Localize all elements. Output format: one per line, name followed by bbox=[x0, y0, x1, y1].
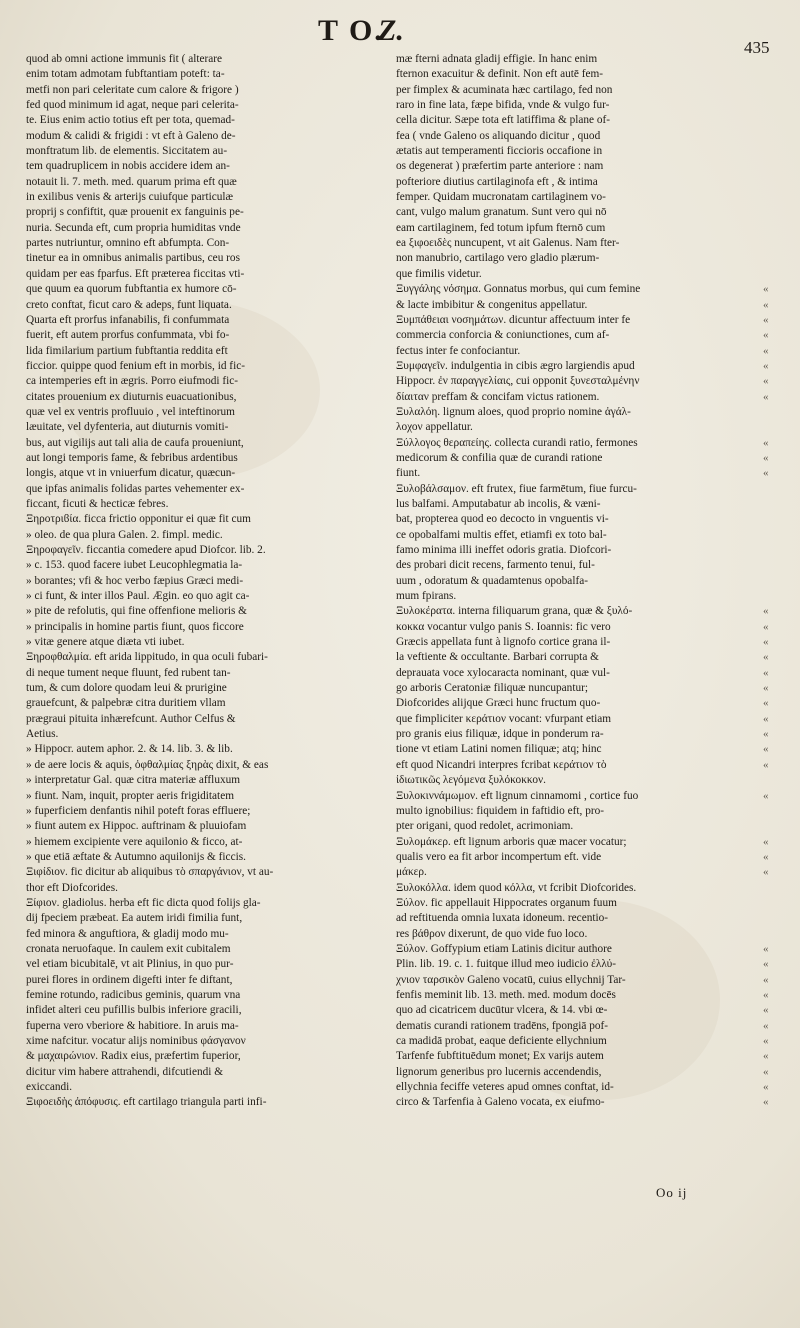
gutter-quote-mark: « bbox=[763, 1004, 769, 1017]
text-line: bus, aut vigilijs aut tali alia de caufa proueniunt, bbox=[26, 436, 244, 449]
text-line: » borantes; vfi & hoc verbo fæpius Græci medi- bbox=[26, 574, 244, 587]
text-line: dij fpeciem præbeat. Ea autem iridi fimilia funt, bbox=[26, 912, 243, 925]
gutter-quote-mark bbox=[763, 144, 779, 159]
gutter-quote-mark bbox=[763, 927, 779, 942]
gutter-quote-mark bbox=[763, 543, 779, 558]
gutter-quote-mark bbox=[763, 512, 779, 527]
gutter-quote-mark: « bbox=[763, 1065, 769, 1078]
text-line: que quum ea quorum fubftantia ex humore cō- bbox=[26, 283, 237, 296]
text-line: mum fpirans. bbox=[396, 590, 457, 603]
gutter-quote-mark: « bbox=[763, 283, 769, 296]
text-line: lida fimilarium partium fubftantia reddita eft bbox=[26, 344, 228, 357]
text-line: fed quod minimum id agat, neque pari celerita- bbox=[26, 99, 239, 112]
text-line: » fiunt. Nam, inquit, propter aeris frigiditatem bbox=[26, 789, 234, 802]
text-line: fuerit, eft autem prorfus confummata, vbi fo- bbox=[26, 329, 230, 342]
text-line: δίαιταν preffam & concifam victus rationem. bbox=[396, 390, 600, 403]
gutter-quote-mark: « bbox=[763, 329, 769, 342]
text-line: Ξυλαλόη. lignum aloes, quod proprio nomine ἀγάλ- bbox=[396, 405, 631, 418]
gutter-quote-mark bbox=[763, 159, 779, 174]
text-line: » interpretatur Gal. quæ citra materiæ affluxum bbox=[26, 774, 241, 787]
gutter-quote-mark bbox=[763, 911, 779, 926]
text-line: te. Eius enim actio totius eft per tota, quemad- bbox=[26, 114, 235, 127]
text-line: cant, vulgo malum granatum. Sunt vero qui nō bbox=[396, 206, 607, 219]
text-line: Ξυλομάκερ. eft lignum arboris quæ macer vocatur; bbox=[396, 835, 627, 848]
text-line: κοκκα vocantur vulgo panis S. Ioannis: fic vero bbox=[396, 620, 611, 633]
text-line: » oleo. de qua plura Galen. 2. fimpl. medic. bbox=[26, 528, 223, 541]
gutter-quote-mark: « bbox=[763, 467, 769, 480]
gutter-quote-mark: « bbox=[763, 620, 769, 633]
gutter-quote-mark bbox=[763, 236, 779, 251]
gutter-quote-mark bbox=[763, 773, 779, 788]
text-line: » principalis in homine partis fiunt, quos ficcore bbox=[26, 620, 244, 633]
text-line: ἰδιωτικῶς λεγόμενα ξυλόκοκκον. bbox=[396, 774, 546, 787]
text-line: Tarfenfe fubftituēdum monet; Ex varijs autem bbox=[396, 1050, 604, 1063]
text-line: quidam per eas fparfus. Eft præterea ficcitas vti- bbox=[26, 267, 245, 280]
gutter-quote-mark bbox=[763, 67, 779, 82]
text-line: xime nafcitur. vocatur alijs nominibus φάσγανον bbox=[26, 1035, 246, 1047]
text-line: Ξυγγάλης νόσημα. Gonnatus morbus, qui cum femine bbox=[396, 283, 641, 296]
text-line: ficcant, ficuti & hecticæ febres. bbox=[26, 497, 169, 510]
page-header bbox=[0, 12, 800, 57]
text-line: Ξηροφθαλμία. eft arida lippitudo, in qua oculi fubari- bbox=[26, 651, 268, 664]
gutter-quote-mark bbox=[763, 98, 779, 113]
gutter-quote-mark: « bbox=[763, 344, 769, 357]
text-line: ca intemperies eft in ægris. Porro eiufmodi fic- bbox=[26, 375, 239, 388]
text-line: exiccandi. bbox=[26, 1081, 73, 1094]
gutter-quote-mark: « bbox=[763, 1081, 769, 1094]
gutter-quote-mark: « bbox=[763, 743, 769, 756]
gutter-quote-mark bbox=[763, 267, 779, 282]
text-line: lignorum generibus pro lucernis accendendis, bbox=[396, 1065, 602, 1078]
text-line: aut longi temporis fame, & febribus ardentibus bbox=[26, 451, 238, 464]
text-line: quod ab omni actione immunis fit ( alterare bbox=[26, 53, 223, 65]
text-line: purei flores in ordinem digefti inter fe diftant, bbox=[26, 973, 233, 986]
text-line: nuria. Secunda eft, cum propria humiditas vnde bbox=[26, 221, 241, 234]
text-line: res βάθρον dixerunt, de quo vide fuo loco. bbox=[396, 927, 588, 940]
running-head: T O. bbox=[318, 14, 384, 47]
text-line: femine rotundo, radicibus geminis, quarum vna bbox=[26, 988, 241, 1001]
gutter-quote-mark bbox=[763, 129, 779, 144]
text-line: læuitate, vel dyfenteria, aut diuturnis vomiti- bbox=[26, 421, 229, 434]
text-line: Plin. lib. 19. c. 1. fuitque illud meo iudicio ἐλλύ- bbox=[396, 958, 617, 971]
text-line: notauit li. 7. meth. med. quarum prima eft quæ bbox=[26, 175, 237, 188]
gutter-quote-mark: « bbox=[763, 942, 769, 955]
text-line: pter origani, quod redolet, acrimoniam. bbox=[396, 820, 574, 833]
text-line: fenfis meminit lib. 13. meth. med. modum docēs bbox=[396, 988, 616, 1001]
text-line: uum , odoratum & quadamtenus opobalfa- bbox=[396, 574, 589, 587]
text-line: Quarta eft prorfus infanabilis, fi confummata bbox=[26, 313, 230, 326]
gutter-quote-mark: « bbox=[763, 973, 769, 986]
text-line: & μαχαιρώνιον. Radix eius, præfertim fuperior, bbox=[26, 1050, 241, 1063]
text-line: commercia conforcia & coniunctiones, cum af- bbox=[396, 329, 610, 342]
text-line: ce opobalfami multis effet, etiamfi ex toto bal- bbox=[396, 528, 607, 541]
text-line: » Hippocr. autem aphor. 2. & 14. lib. 3. & lib. bbox=[26, 743, 233, 756]
text-line: Aetius. bbox=[26, 728, 59, 741]
text-line: que fimpliciter κεράτιον vocant: vfurpant etiam bbox=[396, 712, 612, 725]
gutter-quote-mark: « bbox=[763, 436, 769, 449]
text-line: Ξηροφαγεῖν. ficcantia comedere apud Diofcor. lib. 2. bbox=[26, 544, 266, 556]
text-line: fed minora & anguftiora, & gladij modo mu- bbox=[26, 927, 229, 940]
text-line: proprij s confiftit, quæ prouenit ex fanguinis pe- bbox=[26, 206, 244, 219]
text-line: citates prouenium ex diuturnis euacuationibus, bbox=[26, 390, 237, 403]
text-line: » que etiā æftate & Autumno aquilonijs & ficcis. bbox=[26, 850, 246, 863]
text-line: di neque tument neque fluunt, fed rubent tan- bbox=[26, 666, 231, 679]
text-line: multo ignobilius: fiquidem in faftidio eft, pro- bbox=[396, 804, 605, 817]
text-line: go arboris Ceratoniæ filiquæ nuncupantur; bbox=[396, 682, 589, 695]
gutter-quote-mark: « bbox=[763, 866, 769, 879]
text-line: » de aere locis & aquis, ὀφθαλμίας ξηρὰς dixit, & eas bbox=[26, 758, 269, 771]
text-line: Ξυλοκιννάμωμον. eft lignum cinnamomi , cortice fuo bbox=[396, 789, 639, 802]
text-line: thor eft Diofcorides. bbox=[26, 881, 118, 894]
text-line: pro granis eius filiquæ, idque in ponderum ra- bbox=[396, 728, 604, 741]
gutter-quote-mark: « bbox=[763, 298, 769, 311]
gutter-quote-mark: « bbox=[763, 359, 769, 372]
text-line: deprauata voce xylocaracta nominant, quæ vul- bbox=[396, 666, 610, 679]
gutter-quote-mark bbox=[763, 83, 779, 98]
gutter-quote-mark bbox=[763, 497, 779, 512]
text-line: » ci funt, & inter illos Paul. Ægin. eo quo agit ca- bbox=[26, 590, 250, 603]
text-line: » fiunt autem ex Hippoc. auftrinam & pluuiofam bbox=[26, 820, 247, 833]
text-line: metfi non pari celeritate cum calore & frigore ) bbox=[26, 83, 239, 96]
text-line: vel etiam bicubitalē, vt ait Plinius, in quo pur- bbox=[26, 958, 234, 971]
text-line: partes nutriuntur, omnino eft abfumpta. Con- bbox=[26, 237, 230, 250]
gutter-quote-mark: « bbox=[763, 605, 769, 618]
text-line: Ξιφίδιον. fic dicitur ab aliquibus τὸ σπαργάνιον, vt au- bbox=[26, 866, 274, 879]
text-line: tum, & cum dolore quodam leui & prurigine bbox=[26, 682, 227, 695]
text-line: » pite de refolutis, qui fine offenfione melioris & bbox=[26, 605, 247, 618]
gutter-quote-mark bbox=[763, 804, 779, 819]
text-line: longis, atque vt in vniuerfum dicatur, quæcun- bbox=[26, 467, 236, 480]
gutter-quote-mark: « bbox=[763, 988, 769, 1001]
text-line: grauefcunt, & palpebræ citra duritiem vllam bbox=[26, 697, 226, 710]
gutter-quote-mark: « bbox=[763, 451, 769, 464]
text-line: dematis curandi rationem tradēns, fpongiā pof- bbox=[396, 1019, 609, 1032]
gutter-quote-mark bbox=[763, 589, 779, 604]
text-line: Ξυμπάθειαι νοσημάτων. dicuntur affectuum inter fe bbox=[396, 313, 631, 326]
gutter-quote-mark: « bbox=[763, 651, 769, 664]
text-line: quæ vel ex ventris profluuio , vel inteftinorum bbox=[26, 405, 235, 418]
section-letter: Z. bbox=[378, 14, 404, 47]
text-line: prægraui pituita inhærefcunt. Author Celfus & bbox=[26, 712, 236, 725]
text-line: dicitur vim habere attrahendi, difcutiendi & bbox=[26, 1065, 224, 1078]
text-line: Græcis appellata funt à lignofo cortice grana il- bbox=[396, 636, 611, 649]
text-line: μάκερ. bbox=[396, 866, 427, 879]
text-line: » hiemem excipiente vere aquilonio & ficco, at- bbox=[26, 835, 243, 848]
gutter-quote-mark: « bbox=[763, 789, 769, 802]
quotation-gutter bbox=[763, 52, 779, 1111]
gutter-quote-mark bbox=[763, 420, 779, 435]
gutter-quote-mark bbox=[763, 528, 779, 543]
text-line: ellychnia feciffe veteres apud omnes conftat, id- bbox=[396, 1081, 614, 1094]
text-line: eam cartilaginem, fed totum ipfum fternō cum bbox=[396, 221, 606, 234]
gutter-quote-mark: « bbox=[763, 728, 769, 741]
text-line: que fimilis videtur. bbox=[396, 267, 482, 280]
text-line: pofteriore diutius cartilaginofa eft , & intima bbox=[396, 175, 598, 188]
text-line: qualis vero ea fit arbor incompertum eft. vide bbox=[396, 850, 602, 863]
text-line: Ξυλοκέρατα. interna filiquarum grana, quæ & ξυλό- bbox=[396, 605, 633, 618]
text-line: femper. Quidam mucronatam cartilaginem vo- bbox=[396, 191, 606, 204]
text-line: mæ fterni adnata gladij effigie. In hanc enim bbox=[396, 53, 598, 65]
text-line: cella dicitur. Sæpe tota eft latiffima & plane of- bbox=[396, 114, 611, 127]
text-line: circo & Tarfenfia à Galeno vocata, ex eiufmo- bbox=[396, 1096, 605, 1109]
gutter-quote-mark: « bbox=[763, 850, 769, 863]
text-line: tem quadruplicem in nobis accidere idem an- bbox=[26, 160, 230, 173]
page-number: 435 bbox=[744, 38, 770, 57]
gutter-quote-mark bbox=[763, 558, 779, 573]
gutter-quote-mark bbox=[763, 251, 779, 266]
text-line: os degenerat ) præfertim parte anteriore : nam bbox=[396, 160, 604, 173]
text-line: Ξύλον. Goffypium etiam Latinis dicitur authore bbox=[396, 942, 612, 955]
text-line: & lacte imbibitur & congenitus appellatur. bbox=[396, 298, 588, 311]
text-line: ad reftituenda omnia luxata idoneum. recentio- bbox=[396, 912, 609, 925]
text-line: fternon exacuitur & definit. Non eft autē fem- bbox=[396, 68, 604, 81]
text-line: bat, propterea quod eo decocto in vnguentis vi- bbox=[396, 513, 609, 526]
gutter-quote-mark: « bbox=[763, 958, 769, 971]
text-line: Hippocr. ἐν παραγγελίαις, cui opponit ξυνεσταλμένην bbox=[396, 375, 640, 388]
gutter-quote-mark: « bbox=[763, 682, 769, 695]
gutter-quote-mark: « bbox=[763, 1019, 769, 1032]
text-line: eft quod Nicandri interpres fcribat κεράτιον τὸ bbox=[396, 758, 607, 771]
text-line: Ξυλοκόλλα. idem quod κόλλα, vt fcribit Diofcorides. bbox=[396, 881, 637, 894]
gutter-quote-mark bbox=[763, 574, 779, 589]
text-line: Ξυμφαγεῖν. indulgentia in cibis ægro largiendis apud bbox=[396, 359, 635, 372]
gutter-quote-mark: « bbox=[763, 835, 769, 848]
text-line: modum & calidi & frigidi : vt eft à Galeno de- bbox=[26, 129, 236, 142]
gutter-quote-mark: « bbox=[763, 697, 769, 710]
text-line: monftratum lib. de elementis. Siccitatem au- bbox=[26, 145, 228, 158]
gutter-quote-mark: « bbox=[763, 1096, 769, 1109]
text-line: Ξηροτριϐία. ficca frictio opponitur ei quæ fit cum bbox=[26, 513, 251, 526]
gutter-quote-mark bbox=[763, 221, 779, 236]
gutter-quote-mark bbox=[763, 482, 779, 497]
text-line: medicorum & confilia quæ de curandi ratione bbox=[396, 451, 603, 464]
text-line: des probari dicit recens, farmento tenui, ful- bbox=[396, 559, 595, 572]
text-line: ea ξιφοειδὲς nuncupent, vt ait Galenus. Nam fter- bbox=[396, 237, 620, 250]
text-line: tinetur ea in omnibus animalis partibus, ceu ros bbox=[26, 252, 240, 265]
gutter-quote-mark bbox=[763, 819, 779, 834]
left-text-column bbox=[26, 52, 376, 1111]
text-line: Ξύλλογος θεραπείης. collecta curandi ratio, fermones bbox=[396, 436, 638, 449]
text-line: infidet alteri ceu pufillis bulbis inferiore gracili, bbox=[26, 1004, 242, 1017]
text-line: ca madidā probat, eaque deficiente ellychnium bbox=[396, 1035, 607, 1047]
text-line: tione vt etiam Latini nomen filiquæ; atq; hinc bbox=[396, 743, 602, 756]
text-line: quo ad cicatricem ducūtur vlcera, & 14. vbi œ- bbox=[396, 1004, 608, 1017]
text-line: ficcior. quippe quod fenium eft in morbis, id fic- bbox=[26, 359, 245, 372]
text-line: λοχον appellatur. bbox=[396, 421, 473, 434]
text-line: enim totam admotam fubftantiam poteft: ta- bbox=[26, 68, 225, 81]
text-line: Ξύλον. fic appellauit Hippocrates organum fuum bbox=[396, 896, 617, 909]
gutter-quote-mark: « bbox=[763, 758, 769, 771]
text-line: » vitæ genere atque diæta vti iubet. bbox=[26, 636, 185, 649]
gutter-quote-mark: « bbox=[763, 375, 769, 388]
gutter-quote-mark: « bbox=[763, 390, 769, 403]
text-line: ætatis aut temperamenti ficcioris occafione in bbox=[396, 145, 603, 158]
text-line: in exilibus venis & arterijs cuiufque particulæ bbox=[26, 191, 234, 204]
text-line: raro in fine lata, fæpe bifida, vnde & vulgo fur- bbox=[396, 99, 610, 112]
gutter-quote-mark: « bbox=[763, 636, 769, 649]
text-line: fuperna vero vberiore & habitiore. In aruis ma- bbox=[26, 1019, 239, 1032]
right-text-column bbox=[396, 52, 762, 1111]
gutter-quote-mark: « bbox=[763, 313, 769, 326]
gutter-quote-mark: « bbox=[763, 1050, 769, 1063]
gutter-quote-mark bbox=[763, 896, 779, 911]
text-line: que ipfas animalis folidas partes vehementer ex- bbox=[26, 482, 245, 495]
gutter-quote-mark bbox=[763, 113, 779, 128]
text-line: Diofcorides alijque Græci hunc fructum quo- bbox=[396, 697, 601, 710]
text-line: χνιον ταρσικὸν Galeno vocatū, cuius ellychnij Tar- bbox=[396, 973, 626, 986]
gutter-quote-mark bbox=[763, 205, 779, 220]
gutter-quote-mark bbox=[763, 190, 779, 205]
text-line: per fimplex & acuminata hæc cartilago, fed non bbox=[396, 83, 613, 96]
gutter-quote-mark: « bbox=[763, 1035, 769, 1047]
gutter-quote-mark bbox=[763, 405, 779, 420]
text-line: fectus inter fe confociantur. bbox=[396, 344, 521, 357]
gutter-quote-mark bbox=[763, 175, 779, 190]
text-line: » c. 153. quod facere iubet Leucophlegmatia la- bbox=[26, 559, 243, 572]
gutter-quote-mark: « bbox=[763, 666, 769, 679]
text-line: Ξυλοβάλσαμον. eft frutex, fiue farmētum, fiue furcu- bbox=[396, 482, 637, 495]
text-line: la veftiente & occultante. Barbari corrupta & bbox=[396, 651, 599, 664]
gutter-quote-mark: « bbox=[763, 712, 769, 725]
text-line: famo minima illi ineffet odoris gratia. Diofcori- bbox=[396, 544, 612, 556]
text-line: » fuperficiem denfantis nihil poteft foras effluere; bbox=[26, 804, 251, 817]
catchword: Oo ij bbox=[656, 1185, 688, 1200]
text-line: fiunt. bbox=[396, 467, 421, 480]
text-line: Ξιφοειδὴς ἀπόφυσις. eft cartilago triangula parti infi- bbox=[26, 1096, 267, 1109]
text-line: cronata neruofaque. In caulem exit cubitalem bbox=[26, 942, 231, 955]
text-line: fea ( vnde Galeno os aliquando dicitur , quod bbox=[396, 129, 601, 142]
text-line: lus balfami. Amputabatur ab incolis, & væni- bbox=[396, 497, 601, 510]
gutter-quote-mark bbox=[763, 52, 779, 67]
text-line: Ξίφιον. gladiolus. herba eft fic dicta quod folijs gla- bbox=[26, 896, 261, 909]
gutter-quote-mark bbox=[763, 881, 779, 896]
text-line: creto conftat, ficut caro & adeps, funt liquata. bbox=[26, 298, 232, 311]
text-line: non manubrio, cartilago vero gladio plærum- bbox=[396, 252, 600, 265]
